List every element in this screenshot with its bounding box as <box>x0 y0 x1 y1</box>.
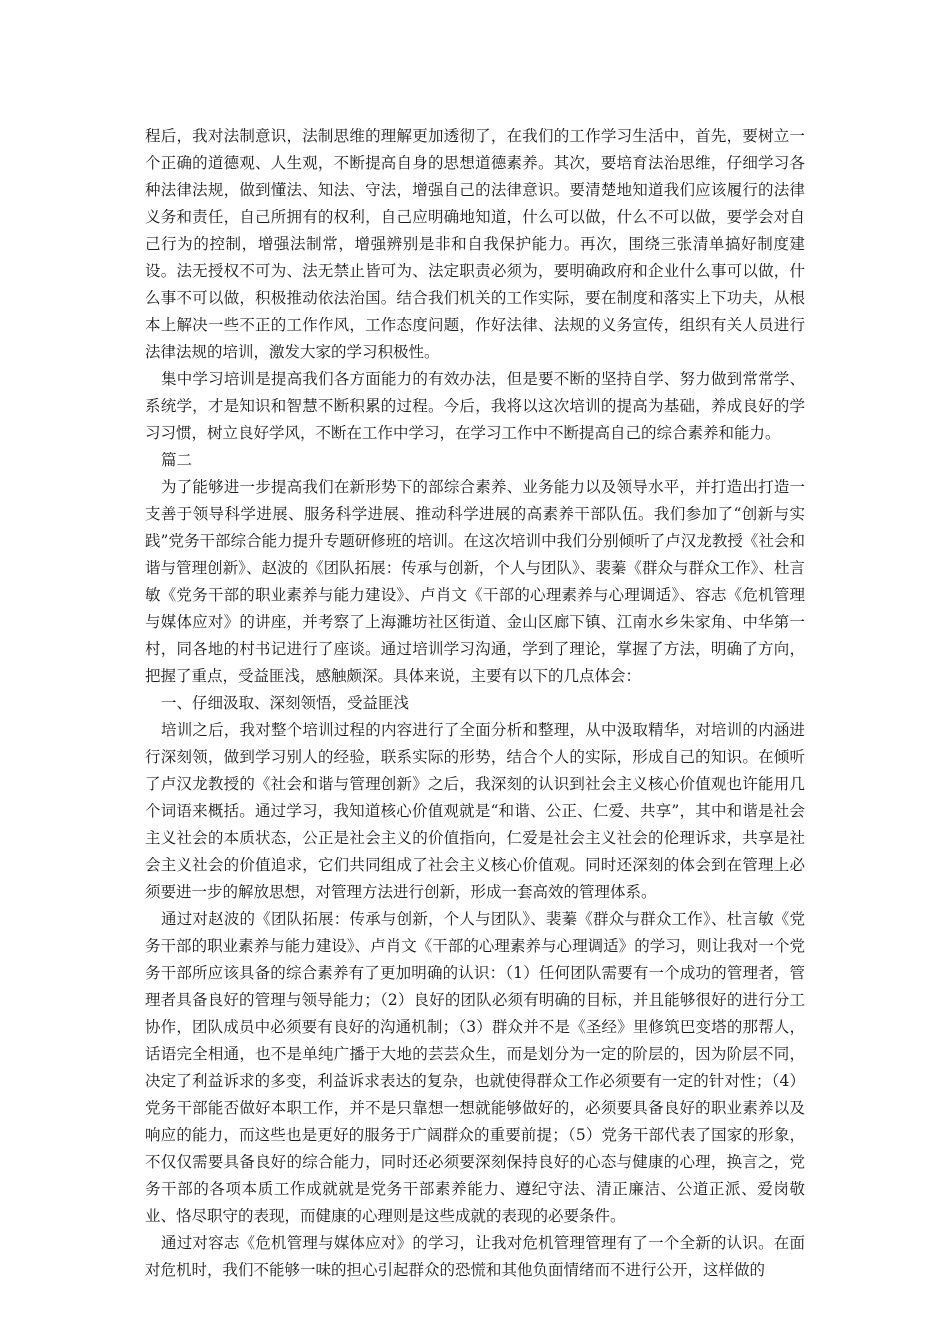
paragraph-3: 为了能够进一步提高我们在新形势下的部综合素养、业务能力以及领导水平，并打造出打造一支善于领导科学进展、服务科学进展、推动科学进展的高素养干部队伍。我们参加了“创新与实践”党务干部综合能力提升专题研修班的培训。在这次培训中我们分别倾听了卢汉龙教授《社会和谐与管理创新》、赵波的《团队拓展：传承与创新，个人与团队》、裴蓁《群众与群众工作》、杜言敏《党务干部的职业素养与能力建设》、卢肖文《干部的心理素养与心理调适》、容志《危机管理与媒体应对》的讲座，并考察了上海濉坊社区街道、金山区廊下镇、江南水乡朱家角、中华第一村，同各地的村书记进行了座谈。通过培训学习沟通，学到了理论，掌握了方法，明确了方向，把握了重点，受益匪浅，感触颇深。具体来说，主要有以下的几点体会： <box>145 478 805 685</box>
paragraph-6: 通过对容志《危机管理与媒体应对》的学习，让我对危机管理管理有了一个全新的认识。在面对危机时，我们不能够一味的担心引起群众的恐慌和其他负面情绪而不进行公开，这样做的 <box>145 1234 805 1279</box>
paragraph-2: 集中学习培训是提高我们各方面能力的有效办法，但是要不断的坚持自学、努力做到常常学、系统学，才是知识和智慧不断积累的过程。今后，我将以这次培训的提高为基础，养成良好的学习习惯，树立良好学风，不断在工作中学习，在学习工作中不断提高自己的综合素养和能力。 <box>145 370 805 442</box>
paragraph-1: 程后，我对法制意识，法制思维的理解更加透彻了，在我们的工作学习生活中，首先，要树立一个正确的道德观、人生观，不断提高自身的思想道德素养。其次，要培育法治思维，仔细学习各种法律法规，做到懂法、知法、守法，增强自己的法律意识。要清楚地知道我们应该履行的法律义务和责任，自己所拥有的权利，自己应明确地知道，什么可以做，什么不可以做，要学会对自己行为的控制，增强法制常，增强辨别是非和自我保护能力。再次，围绕三张清单搞好制度建设。法无授权不可为、法无禁止皆可为、法定职责必须为，要明确政府和企业什么事可以做，什么事不可以做，积极推动依法治国。结合我们机关的工作实际，要在制度和落实上下功夫，从根本上解决一些不正的工作作风，工作态度问题，作好法律、法规的义务宣传，组织有关人员进行法律法规的培训，激发大家的学习积极性。 <box>145 127 805 361</box>
paragraph-5: 通过对赵波的《团队拓展：传承与创新，个人与团队》、裴蓁《群众与群众工作》、杜言敏《党务干部的职业素养与能力建设》、卢肖文《干部的心理素养与心理调适》的学习，则让我对一个党务干部所应该具备的综合素养有了更加明确的认识：（1）任何团队需要有一个成功的管理者，管理者具备良好的管理与领导能力；（2）良好的团队必须有明确的目标，并且能够很好的进行分工协作，团队成员中必须要有良好的沟通机制；（3）群众并不是《圣经》里修筑巴变塔的那帮人，话语完全相通，也不是单纯广播于大地的芸芸众生，而是划分为一定的阶层的，因为阶层不同，决定了利益诉求的多变，利益诉求表达的复杂，也就使得群众工作必须要有一定的针对性；（4）党务干部能否做好本职工作，并不是只靠想一想就能够做好的，必须要具备良好的职业素养以及响应的能力，而这些也是更好的服务于广阔群众的重要前提；（5）党务干部代表了国家的形象，不仅仅需要具备良好的综合能力，同时还必须要深刻保持良好的心态与健康的心理，换言之，党务干部的各项本质工作成就就是党务干部素养能力、遵纪守法、清正廉洁、公道正派、爱岗敬业、恪尽职守的表现，而健康的心理则是这些成就的表现的必要条件。 <box>145 910 805 1225</box>
subheading-1: 一、仔细汲取、深刻领悟，受益匪浅 <box>161 694 410 712</box>
section-heading-pian-er: 篇二 <box>161 451 193 469</box>
paragraph-4: 培训之后，我对整个培训过程的内容进行了全面分析和整理，从中汲取精华，对培训的内涵进行深刻领，做到学习别人的经验，联系实际的形势，结合个人的实际，形成自己的知识。在倾听了卢汉龙教授的《社会和谐与管理创新》之后，我深刻的认识到社会主义核心价值观也许能用几个词语来概括。通过学习，我知道核心价值观就是“和谐、公正、仁爱、共享”，其中和谐是社会主义社会的本质状态，公正是社会主义的价值指向，仁爱是社会主义社会的伦理诉求，共享是社会主义社会的价值追求，它们共同组成了社会主义核心价值观。同时还深刻的体会到在管理上必须要进一步的解放思想，对管理方法进行创新，形成一套高效的管理体系。 <box>145 721 805 901</box>
document-body <box>145 123 805 1284</box>
